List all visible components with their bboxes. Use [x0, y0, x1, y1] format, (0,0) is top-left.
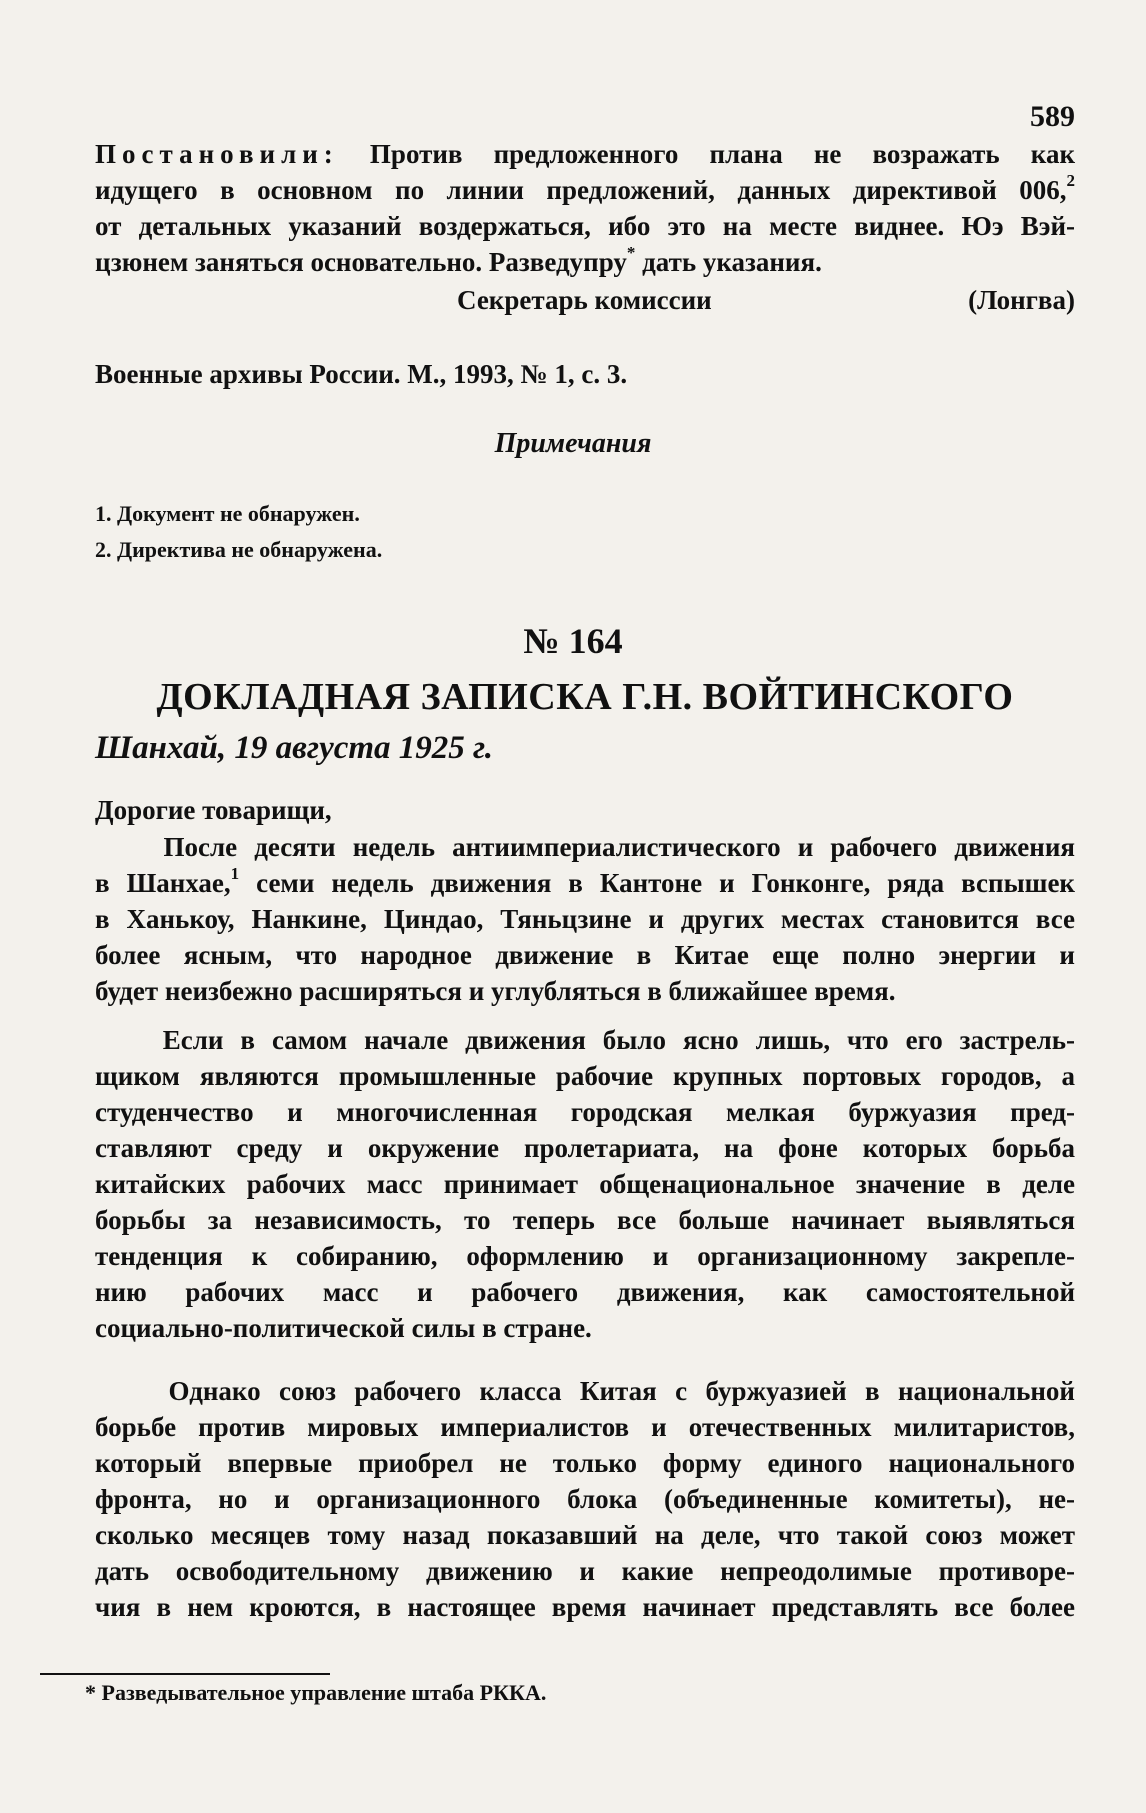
- secretary-label: Секретарь комиссии: [457, 285, 712, 315]
- footnote-ref: 2: [1066, 171, 1075, 190]
- resolution-label: Постановили:: [95, 139, 339, 169]
- text-line: чия в нем кроются, в настоящее время начинает представлять все более: [95, 1592, 1075, 1622]
- source-citation: Военные архивы России. М., 1993, № 1, с. 3.: [95, 359, 628, 389]
- text-line: фронта, но и организационного блока (объединенные комитеты), не-: [95, 1484, 1075, 1514]
- page-number: 589: [1030, 100, 1075, 133]
- footnote-ref: *: [626, 243, 636, 262]
- text-line: китайских рабочих масс принимает общенациональное значение в деле: [95, 1169, 1075, 1199]
- text-line: Если в самом начале движения было ясно лишь, что его застрель-: [162, 1025, 1075, 1055]
- text-line: тенденция к собиранию, оформлению и организационному закрепле-: [95, 1241, 1075, 1271]
- paragraph-1: [95, 829, 1075, 1009]
- secretary-signature: [95, 285, 1075, 316]
- text-line: После десяти недель антиимпериалистического и рабочего движения: [163, 832, 1075, 862]
- text-line: в Шанхае,$^1$ семи недель движения в Кантоне и Гонконге, ряда вспышек: [95, 864, 1075, 898]
- text-line: сколько месяцев тому назад показавший на деле, что такой союз может: [95, 1520, 1075, 1550]
- footnote: [85, 1680, 546, 1706]
- note-item: 1. Документ не обнаружен.: [95, 501, 360, 526]
- paragraph-2: [95, 1022, 1075, 1346]
- footnote-text: Разведывательное управление штаба РККА.: [96, 1680, 547, 1705]
- text-line: социально-политической силы в стране.: [95, 1313, 592, 1343]
- text-line: который впервые приобрел не только форму единого национального: [95, 1448, 1075, 1478]
- footnote-ref: 1: [230, 864, 240, 883]
- footnote-divider: [40, 1673, 330, 1675]
- text-line: борьбе против мировых империалистов и отечественных милитаристов,: [95, 1412, 1075, 1442]
- paragraph-3: [95, 1373, 1075, 1625]
- resolution-line: от детальных указаний воздержаться, ибо это на месте виднее. Юэ Вэй-: [95, 211, 1075, 241]
- text-line: борьбы за независимость, то теперь все больше начинает выявляться: [95, 1205, 1075, 1235]
- document-number: № 164: [523, 621, 623, 661]
- resolution-line: идущего в основном по линии предложений, данных директивой 006,$^2$: [95, 171, 1075, 205]
- greeting: Дорогие товарищи,: [95, 795, 332, 825]
- notes-title: Примечания: [494, 428, 652, 459]
- note-item: 2. Директива не обнаружена.: [95, 537, 383, 562]
- text-line: более ясным, что народное движение в Китае еще полно энергии и: [95, 940, 1075, 970]
- text-line: студенчество и многочисленная городская мелкая буржуазия пред-: [95, 1097, 1075, 1127]
- text-line: щиком являются промышленные рабочие крупных портовых городов, а: [95, 1061, 1075, 1091]
- resolution-block: [95, 136, 1075, 280]
- notes-list: [95, 496, 382, 568]
- resolution-line: цзюнем заняться основательно. Разведупру* дать указания.: [95, 243, 822, 277]
- text-line: в Ханькоу, Нанкине, Циндао, Тяньцзине и других местах становится все: [95, 904, 1075, 934]
- resolution-line: Постановили: Против предложенного плана не возражать как: [95, 139, 1075, 169]
- text-line: нию рабочих масс и рабочего движения, как самостоятельной: [95, 1277, 1075, 1307]
- text-line: Однако союз рабочего класса Китая с буржуазией в национальной: [168, 1376, 1075, 1406]
- place-date: Шанхай, 19 августа 1925 г.: [95, 730, 494, 766]
- footnote-mark: *: [85, 1680, 96, 1705]
- secretary-name: (Лонгва): [968, 285, 1075, 315]
- text-line: будет неизбежно расширяться и углубляться в ближайшее время.: [95, 976, 896, 1006]
- text-line: дать освободительному движению и какие непреодолимые противоре-: [95, 1556, 1075, 1586]
- text-line: ставляют среду и окружение пролетариата, на фоне которых борьба: [95, 1133, 1075, 1163]
- document-title: ДОКЛАДНАЯ ЗАПИСКА Г.Н. ВОЙТИНСКОГО: [156, 676, 1014, 718]
